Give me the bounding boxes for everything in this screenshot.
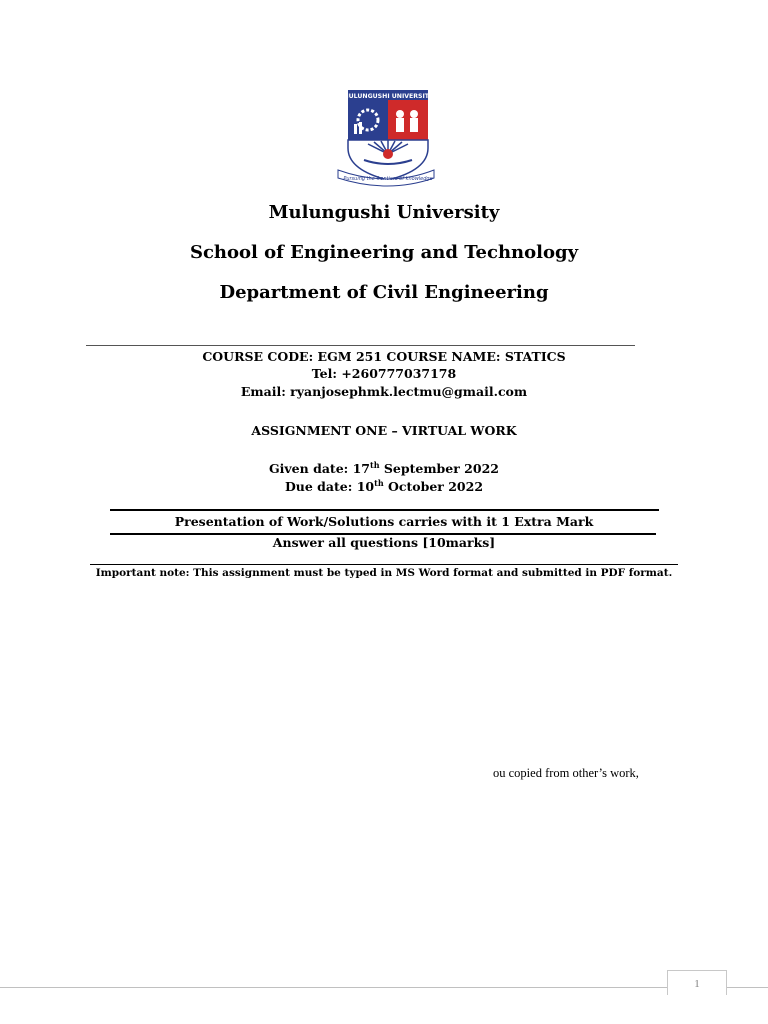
divider <box>86 345 635 346</box>
university-name: Mulungushi University <box>268 202 500 223</box>
assignment-title: ASSIGNMENT ONE – VIRTUAL WORK <box>251 423 517 438</box>
course-email: Email: ryanjosephmk.lectmu@gmail.com <box>240 384 528 399</box>
course-line: COURSE CODE: EGM 251 COURSE NAME: STATICS <box>202 349 566 364</box>
university-crest <box>334 88 438 188</box>
divider <box>90 564 678 565</box>
answer-all-note: Answer all questions [10marks] <box>272 535 496 550</box>
school-name: School of Engineering and Technology <box>189 242 579 263</box>
crest-right-quarter <box>388 100 428 140</box>
text-fragment: ou copied from other’s work, <box>493 766 639 780</box>
due-date: Due date: 10th October 2022 <box>284 478 484 495</box>
department-name: Department of Civil Engineering <box>219 282 549 303</box>
course-tel: Tel: +260777037178 <box>311 366 457 381</box>
footer-line <box>0 987 768 988</box>
important-note: Important note: This assignment must be typed in MS Word format and submitted in PDF format. <box>95 567 673 579</box>
page-number: 1 <box>667 970 727 995</box>
person-icon <box>396 110 404 118</box>
presentation-note: Presentation of Work/Solutions carries with it 1 Extra Mark <box>174 514 594 529</box>
person-icon <box>410 110 418 118</box>
crest-motto-text: Pursuing the frontiers of knowledge <box>343 176 433 182</box>
given-date: Given date: 17th September 2022 <box>269 460 499 477</box>
divider <box>110 509 659 511</box>
crest-banner-text: MULUNGUSHI UNIVERSITY <box>342 93 434 100</box>
